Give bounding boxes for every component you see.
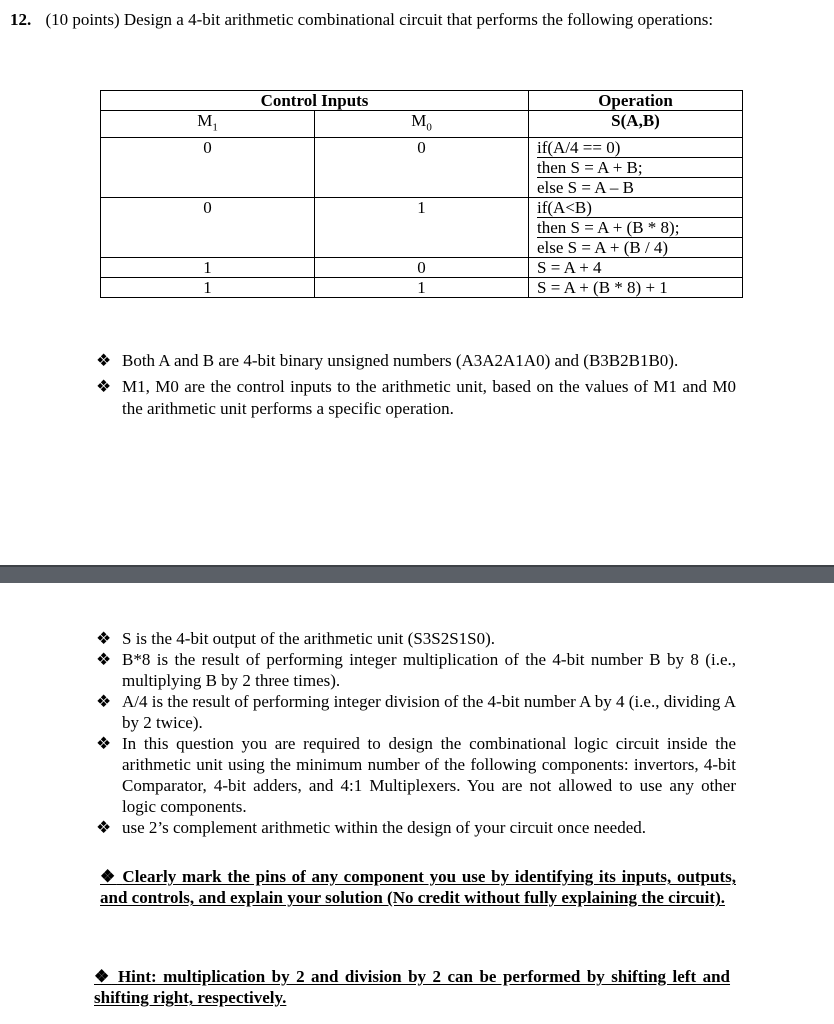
cell-m1: 0 xyxy=(101,138,315,198)
header-m0: $M_0$ xyxy=(315,111,529,138)
list-item xyxy=(96,376,736,420)
table-row xyxy=(101,198,743,258)
table-row xyxy=(101,278,743,298)
cell-operation xyxy=(529,138,743,198)
header-control-inputs: Control Inputs xyxy=(101,91,529,111)
list-item xyxy=(96,691,736,733)
table-row xyxy=(101,258,743,278)
cell-operation: S = A + 4 xyxy=(529,258,743,278)
bullet-text: S is the 4-bit output of the arithmetic unit (S3S2S1S0). xyxy=(122,629,496,648)
cell-operation: S = A + (B * 8) + 1 xyxy=(529,278,743,298)
bullet-text: use 2’s complement arithmetic within the design of your circuit once needed. xyxy=(122,818,647,837)
list-item xyxy=(96,733,736,817)
bullet-icon: ❖ xyxy=(96,629,112,648)
list-item xyxy=(96,817,736,838)
operation-line: if(A/4 == 0) xyxy=(537,138,742,158)
cell-m0: 1 xyxy=(315,198,529,258)
note-hint xyxy=(94,966,730,1008)
operation-line: else S = A + (B / 4) xyxy=(537,238,669,258)
header-operation: Operation xyxy=(529,91,743,111)
page-divider xyxy=(0,565,834,583)
question-number: 12. xyxy=(10,10,32,29)
bullet-icon: ❖ xyxy=(96,734,112,753)
cell-m1: 1 xyxy=(101,278,315,298)
operation-line: if(A<B) xyxy=(537,198,742,218)
list-item xyxy=(96,348,736,374)
hint-text: Hint: multiplication by 2 and division by 2 can be performed by shifting left and shifting right, respectively. xyxy=(94,967,731,1007)
bullet-text: M1, M0 are the control inputs to the arithmetic unit, based on the values of M1 and M0 the arithmetic unit performs a specific operation. xyxy=(122,377,736,418)
cell-m1: 1 xyxy=(101,258,315,278)
question-heading xyxy=(10,10,810,30)
bullet-list-top xyxy=(96,348,736,420)
bullet-text: In this question you are required to design the combinational logic circuit inside the arithmetic unit using the minimum number of the following components: invertors, 4-bit Comparator, 4-bit adders, and 4:1 Multiplexers. You are not allowed to use any other logic components. xyxy=(122,734,736,816)
cell-m0: 1 xyxy=(315,278,529,298)
bullet-icon: ❖ xyxy=(96,351,112,370)
bullet-icon: ❖ xyxy=(96,650,112,669)
note-mark-text: Clearly mark the pins of any component you use by identifying its inputs, outputs, and controls, and explain your solution (No credit without fully explaining the circuit). xyxy=(100,867,736,907)
note-bullet-icon: ❖ xyxy=(100,867,117,886)
bullet-icon: ❖ xyxy=(96,692,112,711)
cell-m1: 0 xyxy=(101,198,315,258)
operation-line: else S = A – B xyxy=(537,178,634,198)
bullet-list-bottom xyxy=(96,628,736,838)
bullet-text: B*8 is the result of performing integer multiplication of the 4-bit number B by 8 (i.e., multiplying B by 2 three times). xyxy=(122,650,736,690)
operation-line: then S = A + (B * 8); xyxy=(537,218,742,238)
cell-operation xyxy=(529,198,743,258)
list-item xyxy=(96,649,736,691)
note-mark-pins xyxy=(100,866,736,908)
list-item xyxy=(96,628,736,649)
question-text: (10 points) Design a 4-bit arithmetic combinational circuit that performs the following operations: xyxy=(45,10,714,29)
hint-bullet-icon: ❖ xyxy=(94,967,112,986)
operations-table xyxy=(100,90,743,298)
bullet-text: Both A and B are 4-bit binary unsigned numbers (A3A2A1A0) and (B3B2B1B0). xyxy=(122,351,679,370)
header-m1: $M_1$ xyxy=(101,111,315,138)
bullet-text: A/4 is the result of performing integer division of the 4-bit number A by 4 (i.e., dividing A by 2 twice). xyxy=(122,692,736,732)
operation-line: then S = A + B; xyxy=(537,158,742,178)
header-s: S(A,B) xyxy=(529,111,743,138)
cell-m0: 0 xyxy=(315,258,529,278)
bullet-icon: ❖ xyxy=(96,818,112,837)
cell-m0: 0 xyxy=(315,138,529,198)
table-row xyxy=(101,138,743,198)
bullet-icon: ❖ xyxy=(96,377,112,396)
